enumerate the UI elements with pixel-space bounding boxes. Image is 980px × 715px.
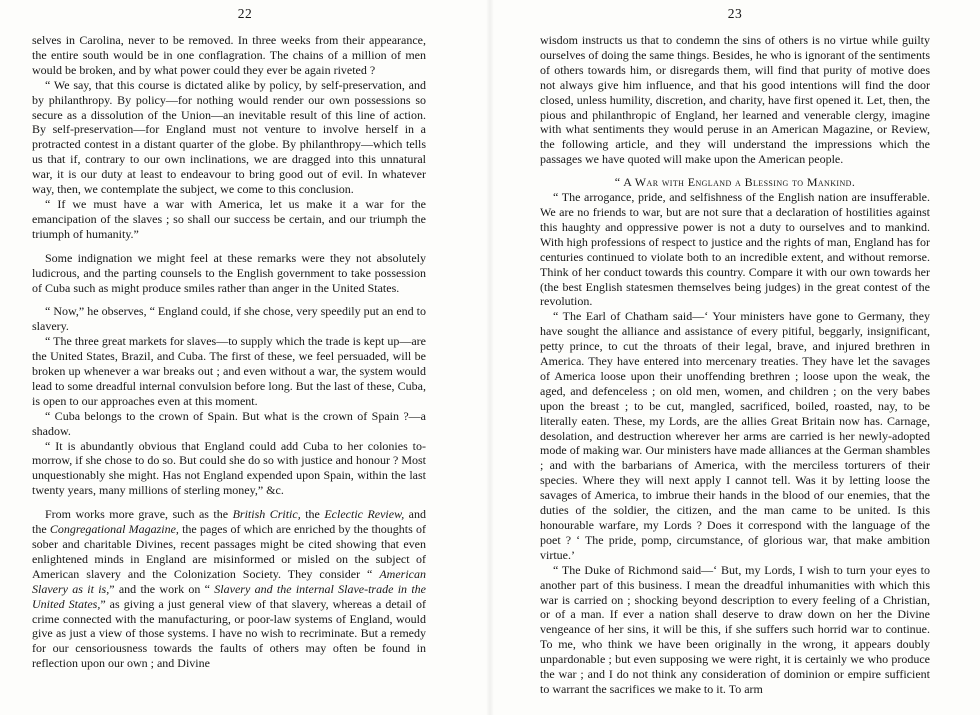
paragraph: wisdom instructs us that to condemn the sins of others is no virtue while guilty ourselves of doing the same things. Besides, he who is ignorant of the sentiments of others towards him, or disregards them, will find that purity of motive does not always give him influence, and that his good intentions will find the door closed, unless humility, discretion, and charity, have first opened it. Let, then, the pious and philanthropic of England, her learned and venerable clergy, imagine with what sentiments they would peruse in an American Magazine, or Review, the following article, and they will understand the impressions which the passages we have quoted will make upon the American people. [540,33,930,167]
paragraph: “ Cuba belongs to the crown of Spain. But what is the crown of Spain ?—a shadow. [32,408,426,438]
right-page [490,0,980,715]
paragraph: “ We say, that this course is dictated alike by policy, by self-preservation, and by philanthropy. By policy—for nothing would render our own possessions so secure as a dissolution of the Union—an inevitable result of this line of action. By self-preservation—for England must not venture to involve herself in a protracted contest in a distant quarter of the globe. By philanthropy—which tells us that if, contrary to our own inclinations, we are dragged into this unnatural war, it is our duty at least to endeavour to bring good out of evil. In whatever way, then, we contemplate the subject, we come to this conclusion. [32,77,426,197]
paragraph: “ The Earl of Chatham said—‘ Your ministers have gone to Germany, they have sought the alliance and assistance of every pitiful, beggarly, insignificant, petty prince, to cut the throats of their legal, brave, and injured brethren in America. They have entered into mercenary treaties. They have let the savages of America loose upon their unoffending brethren ; loose upon the weak, the aged, and defenceless ; on old men, women, and children ; on the very babes upon the breast ; to be cut, mangled, sacrificed, boiled, roasted, nay, to be literally eaten. These, my Lords, are the allies Great Britain now has. Carnage, desolation, and destruction wherever her arms are carried is her newly-adopted mode of making war. Our ministers have made alliances at the German shambles ; and with the barbarians of America, with the merciless torturers of their species. Where they will next apply I cannot tell. Was it by letting loose the savages of America, to imbrue their hands in the blood of our enemies, that the duties of the soldier, the citizen, and the man came to be united. Is this honourable warfare, my Lords ? Does it correspond with the language of the poet ? ‘ The pride, pomp, circumstance, of glorious war, that make ambition virtue.’ [540,309,930,562]
title-eclectic-review: Eclectic Review, [324,507,405,522]
text-run: and the [32,507,427,537]
paragraph: “ The Duke of Richmond said—‘ But, my Lords, I wish to turn your eyes to another part of this business. I mean the dreadful inhumanities with which this war is carried on ; shocking beyond description to every feeling of a Christian, or of a man. If ever a nation shall deserve to draw down on her the Divine vengeance of her sins, it will be this, if she suffers such horrid war to continue. To me, who think we have been originally in the wrong, it appears doubly unpardonable ; but even supposing we were right, it is certainly we who produce the war ; and I do not think any consideration of dominion or empire sufficient to warrant the sacrifices we make to it. To arm [540,562,930,696]
text-run: the pages of which are enriched by the thoughts of sober and charitable Divines, recent passages might be cited showing that even enlightened minds in England are misinformed or misled on the subject of American slavery and the Colonization Society. They consider “ [32,522,426,581]
paragraph: Some indignation we might feel at these remarks were they not absolutely ludicrous, and the parting counsels to the English government to take possession of Cuba such as might produce smiles rather than anger in the United States. [32,250,426,295]
right-page-body [540,33,930,697]
page-number-left: 22 [237,6,253,21]
paragraph: “ Now,” he observes, “ England could, if she chose, very speedily put an end to slavery. [32,304,426,334]
left-page-body [32,33,426,671]
text-run: From works more grave, such as the [45,507,233,522]
paragraph: “ The arrogance, pride, and selfishness of the English nation are insufferable. We are no friends to war, but are not sure that a declaration of hostilities against this haughty and oppressive power is not a duty to ourselves and to mankind. With high professions of respect to justice and the rights of man, England has for centuries continued to violate both to an incredible extent, and without remorse. Think of her conduct towards this country. Compare it with our own towards her (the best English statesmen themselves being judges) in the great contest of the revolution. [540,190,930,309]
paragraph: “ The three great markets for slaves—to supply which the trade is kept up—are the United States, Brazil, and Cuba. The first of these, we feel persuaded, will be broken up whenever a war breaks out ; and even without a war, the system would lead to some dreadful internal convulsion before long. But the last of these, Cuba, is open to our approaches even at this moment. [32,334,426,408]
title-british-critic: British Critic, [232,507,301,522]
paragraph: “ If we must have a war with America, let us make it a war for the emancipation of the slaves ; so shall our success be certain, and our triumph the triumph of humanity.” [32,196,426,241]
text-run: ” as giving a just general view of that slavery, whereas a detail of crime connected with the manufacturing, or poor-law systems of England, would give as just a view of those systems. I have no wish to recriminate. But a remedy for our censoriousness towards the faults of others may often be found in reflection upon our own ; and Divine [32,596,426,671]
article-heading: “ A War with England a Blessing to Mankind. [614,175,856,190]
text-run: ” and the work on “ [109,581,215,596]
paragraph: “ It is abundantly obvious that England could add Cuba to her colonies to-morrow, if she chose to do so. But could she do so with justice and honour ? Most unquestionably she might. Has not England expended upon Spain, within the last twenty years, many millions of sterling money,” &c. [32,438,426,498]
paragraph: selves in Carolina, never to be removed. In three weeks from their appearance, the entire south would be in one conflagration. The chains of a million of men would be broken, and by what power could they ever be again riveted ? [32,33,426,77]
page-number-right: 23 [727,6,743,21]
title-slavery-slave-trade: Slavery and the internal Slave-trade in the United States, [32,581,427,611]
text-run: the [300,507,325,522]
paragraph-works-cited [32,507,426,671]
title-american-slavery: American Slavery as it is, [32,566,426,596]
title-congregational-magazine: Congregational Magazine, [49,522,179,537]
